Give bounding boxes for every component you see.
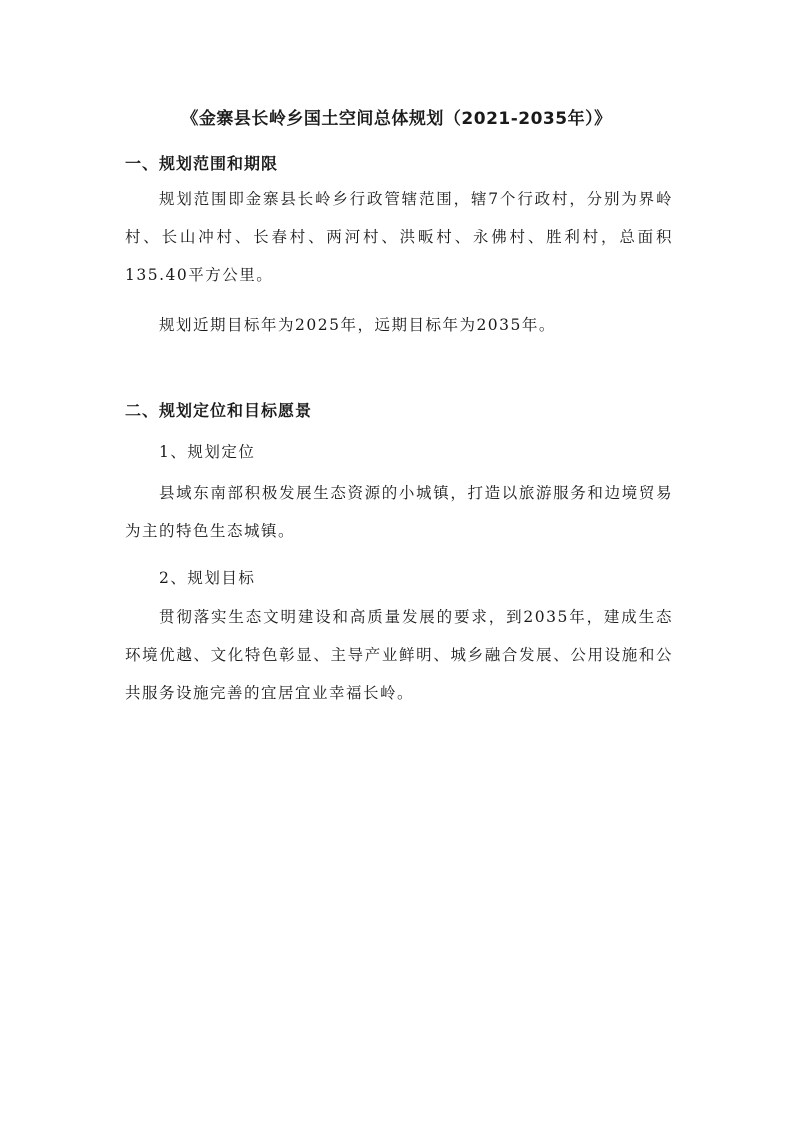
paragraph-period: 规划近期目标年为2025年，远期目标年为2035年。 <box>159 316 556 334</box>
paragraph-goals: 贯彻落实生态文明建设和高质量发展的要求，到2035年，建成生态环境优越、文化特色彰显、主导产业鲜明、城乡融合发展、公用设施和公共服务设施完善的宜居宜业幸福长岭。 <box>125 608 673 702</box>
subheading-goals: 2、规划目标 <box>159 569 256 587</box>
paragraph-scope: 规划范围即金寨县长岭乡行政管辖范围，辖7个行政村，分别为界岭村、长山冲村、长春村、两河村、洪畈村、永佛村、胜利村，总面积135.40平方公里。 <box>125 190 673 284</box>
section-heading-scope: 一、规划范围和期限 <box>125 154 279 173</box>
paragraph-positioning: 县域东南部积极发展生态资源的小城镇，打造以旅游服务和边境贸易为主的特色生态城镇。 <box>125 484 673 540</box>
section-heading-positioning: 二、规划定位和目标愿景 <box>125 401 313 420</box>
subheading-positioning: 1、规划定位 <box>159 443 256 461</box>
document-title: 《金寨县长岭乡国土空间总体规划（2021-2035年）》 <box>181 109 612 129</box>
